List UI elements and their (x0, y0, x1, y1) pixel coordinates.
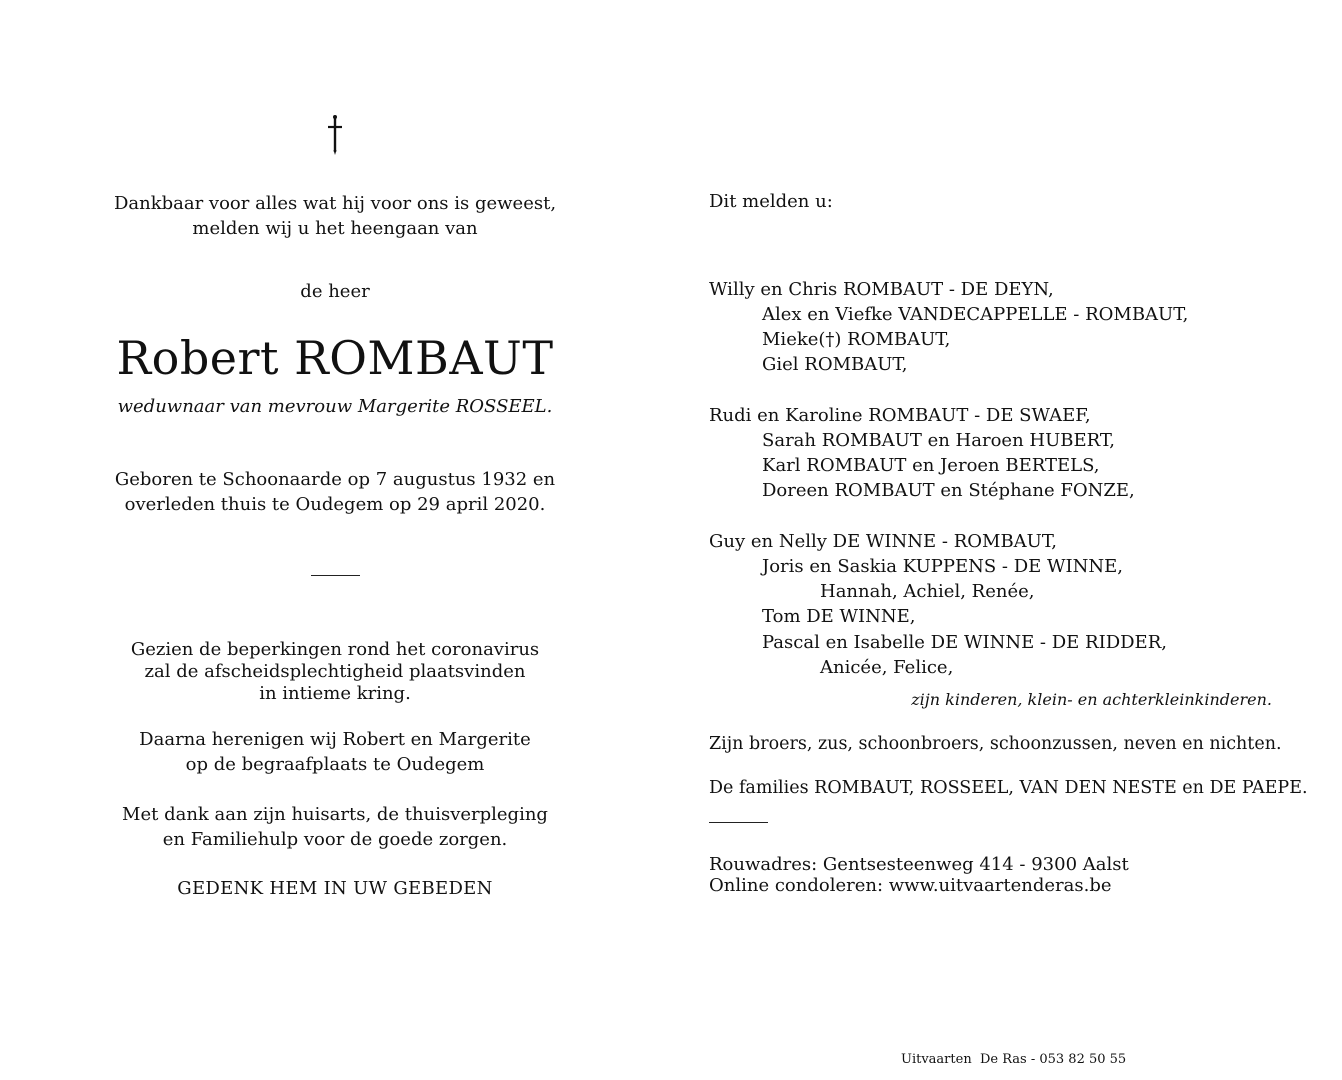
corona-line-2: zal de afscheidsplechtigheid plaatsvinden (144, 661, 526, 682)
online-line: Online condoleren: www.uitvaartenderas.be (709, 875, 1112, 896)
cross-icon (322, 114, 348, 156)
families-line: De families ROMBAUT, ROSSEEL, VAN DEN NESTE en DE PAEPE. (709, 778, 1308, 798)
address-line: Rouwadres: Gentsesteenweg 414 - 9300 Aalst (709, 854, 1129, 875)
family-line: Tom DE WINNE, (762, 606, 916, 627)
widower-line: weduwnaar van mevrouw Margerite ROSSEEL. (117, 396, 553, 417)
died-line: overleden thuis te Oudegem op 29 april 2020. (124, 494, 546, 515)
reunite-line-1: Daarna herenigen wij Robert en Margerite (139, 729, 531, 750)
family-line: Karl ROMBAUT en Jeroen BERTELS, (762, 455, 1100, 476)
reunite-line-2: op de begraafplaats te Oudegem (185, 754, 485, 775)
deceased-name: Robert ROMBAUT (116, 331, 554, 385)
undertaker-footer: Uitvaarten De Ras - 053 82 50 55 (901, 1052, 1127, 1067)
family-line: Mieke(†) ROMBAUT, (762, 329, 951, 350)
prayer-line: GEDENK HEM IN UW GEBEDEN (177, 878, 493, 899)
divider-short (311, 575, 360, 576)
honorific: de heer (300, 281, 370, 302)
family-line: Rudi en Karoline ROMBAUT - DE SWAEF, (709, 405, 1091, 426)
intro-line-2: melden wij u het heengaan van (192, 218, 478, 239)
born-line: Geboren te Schoonaarde op 7 augustus 1932 en (114, 469, 556, 490)
family-line: Pascal en Isabelle DE WINNE - DE RIDDER, (762, 632, 1167, 653)
divider-right (709, 822, 768, 823)
family-line: Joris en Saskia KUPPENS - DE WINNE, (762, 556, 1123, 577)
corona-line-3: in intieme kring. (259, 683, 411, 704)
intro-line-1: Dankbaar voor alles wat hij voor ons is geweest, (113, 193, 557, 214)
thanks-line-2: en Familiehulp voor de goede zorgen. (162, 829, 508, 850)
corona-line-1: Gezien de beperkingen rond het coronavirus (130, 639, 540, 660)
siblings-line: Zijn broers, zus, schoonbroers, schoonzussen, neven en nichten. (709, 734, 1282, 754)
thanks-line-1: Met dank aan zijn huisarts, de thuisverpleging (122, 804, 548, 825)
family-line: Willy en Chris ROMBAUT - DE DEYN, (709, 279, 1054, 300)
family-line: Sarah ROMBAUT en Haroen HUBERT, (762, 430, 1115, 451)
family-line: Alex en Viefke VANDECAPPELLE - ROMBAUT, (762, 304, 1189, 325)
family-line: Guy en Nelly DE WINNE - ROMBAUT, (709, 531, 1057, 552)
family-line: Doreen ROMBAUT en Stéphane FONZE, (762, 480, 1135, 501)
announce-line: Dit melden u: (709, 191, 833, 212)
descendants-line: zijn kinderen, klein- en achterkleinkinderen. (911, 690, 1272, 709)
family-line: Giel ROMBAUT, (762, 354, 908, 375)
family-line: Hannah, Achiel, Renée, (820, 581, 1035, 602)
family-line: Anicée, Felice, (820, 657, 954, 678)
